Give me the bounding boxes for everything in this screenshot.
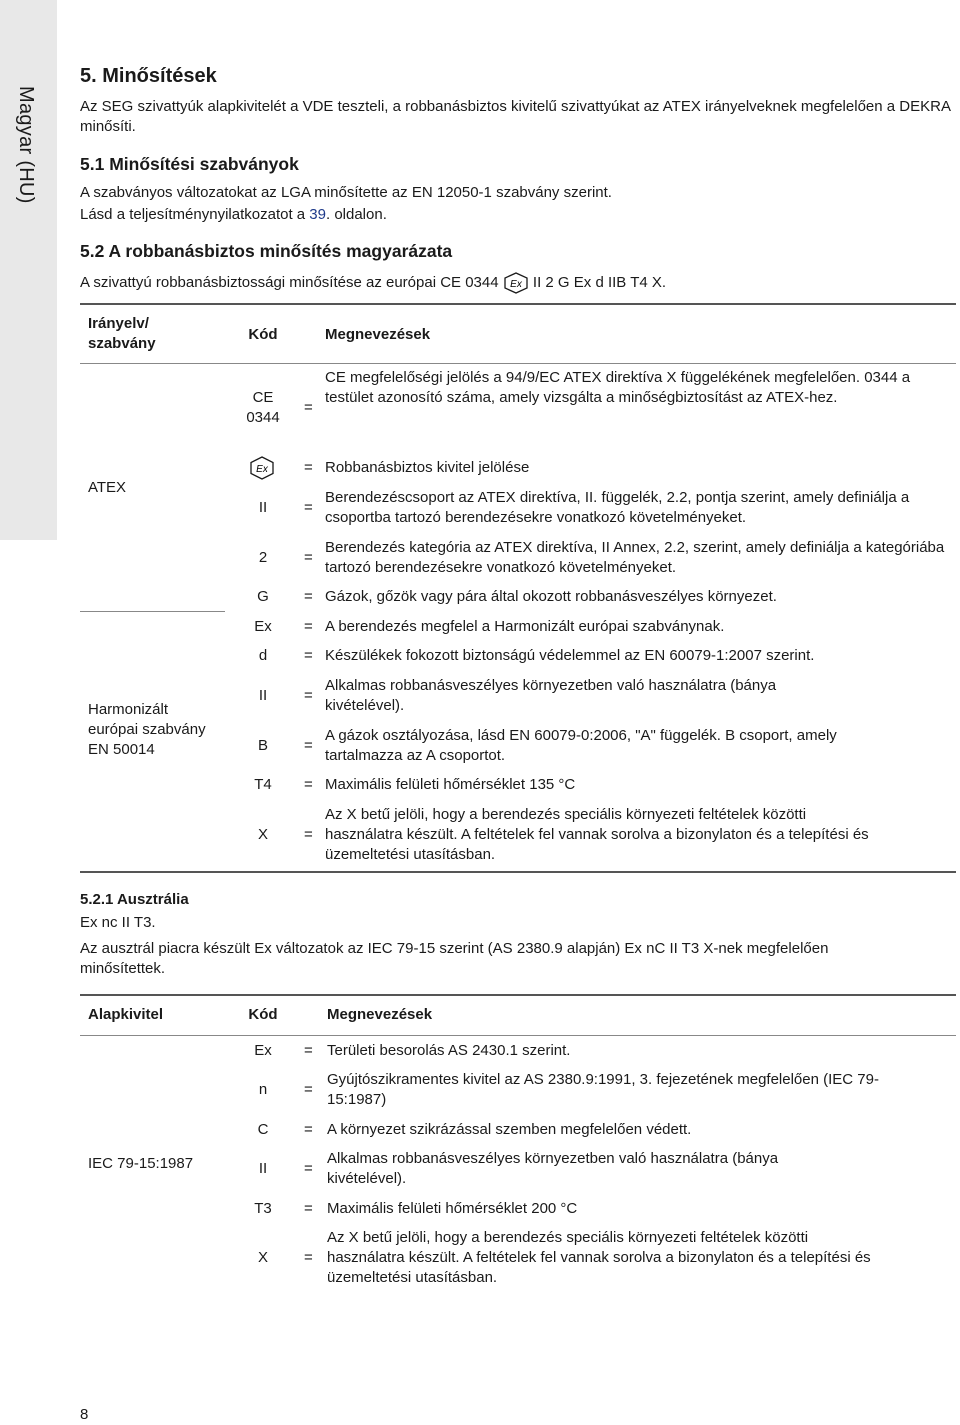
table1-row-code: II <box>258 499 268 516</box>
section-5-1-title: 5.1 Minősítési szabványok <box>80 154 299 174</box>
table2-row-desc: Gyújtószikramentes kivitel az AS 2380.9:1991, 3. fejezetének megfelelően (IEC 79-15:1987) <box>327 1071 879 1108</box>
section-5-title: 5. Minősítések <box>80 65 217 87</box>
table1-row-eq: = <box>304 549 313 566</box>
table1-row-code: X <box>257 826 268 843</box>
section-5-intro: Az SEG szivattyúk alapkivitelét a VDE teszteli, a robbanásbiztos kivitelű szivattyúkat az ATEX irányelveknek megfelelően a DEKRA minősíti. <box>80 98 951 135</box>
svg-text:Ex: Ex <box>256 464 268 475</box>
table2-row-eq: = <box>304 1042 313 1059</box>
table1-group-harmonized: Harmonizált európai szabvány EN 50014 <box>88 701 206 758</box>
table2-row-code: C <box>257 1121 269 1138</box>
table2-row-code: X <box>257 1249 268 1266</box>
ex-hexagon-icon <box>249 456 275 480</box>
table1-row-eq: = <box>304 776 313 793</box>
table1-row-eq: = <box>304 499 313 516</box>
ex-hexagon-icon <box>503 272 529 294</box>
language-side-tab <box>0 0 57 540</box>
table1-row-desc: Alkalmas robbanásveszélyes környezetben való használatra (bánya kivételével). <box>325 677 777 714</box>
table2-row-desc: Területi besorolás AS 2430.1 szerint. <box>327 1042 571 1059</box>
section-5-2-1-line1: Ex nc II T3. <box>80 914 156 931</box>
section-5-2-line-suffix: II 2 G Ex d IIB T4 X. <box>532 273 667 291</box>
table2-row-eq: = <box>304 1160 313 1177</box>
table1-row-code: II <box>258 687 268 704</box>
table1-row-eq: = <box>304 459 313 476</box>
table1-header-standard: Irányelv/ szabvány <box>88 315 156 352</box>
table2-header-desc: Megnevezések <box>327 1006 433 1023</box>
table2-group-iec: IEC 79-15:1987 <box>88 1155 194 1172</box>
table2-row-eq: = <box>304 1121 313 1138</box>
table1-row-eq: = <box>304 647 313 664</box>
table2-row-desc: Alkalmas robbanásveszélyes környezetben való használatra (bánya kivételével). <box>327 1150 779 1187</box>
table1-row-code: B <box>257 737 268 754</box>
table2-row-code: n <box>258 1081 268 1098</box>
table1-header-rule <box>80 363 956 364</box>
table1-row-eq: = <box>304 687 313 704</box>
table1-group-divider <box>80 611 225 612</box>
table1-row-eq: = <box>304 588 313 605</box>
table2-row-eq: = <box>304 1249 313 1266</box>
table1-row-desc: Maximális felületi hőmérséklet 135 °C <box>325 776 576 793</box>
page-reference-link[interactable]: 39 <box>309 206 326 223</box>
table1-row-desc: Készülékek fokozott biztonságú védelemmel az EN 60079-1:2007 szerint. <box>325 647 815 664</box>
table2-header-standard: Alapkivitel <box>88 1006 164 1023</box>
section-5-1-line2-prefix: Lásd a teljesítménynyilatkozatot a <box>80 206 310 223</box>
table1-bottom-rule <box>80 871 956 873</box>
table2-row-code: II <box>258 1160 268 1177</box>
table1-row-code: G <box>257 588 269 605</box>
language-tab-label: Magyar (HU) <box>15 86 37 204</box>
table1-row-eq: = <box>304 618 313 635</box>
table1-row-code: d <box>258 647 268 664</box>
table2-row-code: Ex <box>254 1042 272 1059</box>
section-5-2-1-line2: Az ausztrál piacra készült Ex változatok az IEC 79-15 szerint (AS 2380.9 alapján) Ex nC II T3 X-nek megfelelően minősítettek. <box>80 940 829 977</box>
table2-row-desc: Maximális felületi hőmérséklet 200 °C <box>327 1200 578 1217</box>
table1-row-code: Ex <box>254 618 272 635</box>
table2-top-rule <box>80 994 956 996</box>
table2-row-desc: A környezet szikrázással szemben megfelelően védett. <box>327 1121 692 1138</box>
table1-group-atex: ATEX <box>88 479 127 496</box>
table1-row-eq: = <box>304 826 313 843</box>
table1-row-eq: = <box>304 399 313 416</box>
table1-header-desc: Megnevezések <box>325 326 431 343</box>
table1-row-desc: Berendezés kategória az ATEX direktíva, II Annex, 2.2, szerint, amely definiálja a kategóriába tartozó berendezésekre vonatkozó követelményeket. <box>325 539 945 576</box>
table1-row-desc: A gázok osztályozása, lásd EN 60079-0:2006, "A" függelék. B csoport, amely tartalmazza az A csoportot. <box>325 727 837 764</box>
table1-row-code: 2 <box>258 549 268 566</box>
table1-row-desc: A berendezés megfelel a Harmonizált európai szabványnak. <box>325 618 725 635</box>
table1-row-desc: CE megfelelőségi jelölés a 94/9/EC ATEX direktíva X függelékének megfelelően. 0344 a testület azonosító száma, amely vizsgálta a minőségbiztosítást az ATEX-hez. <box>325 369 911 406</box>
section-5-2-line <box>80 272 666 294</box>
section-5-1-line2 <box>80 205 387 225</box>
table2-header-code: Kód <box>248 1006 278 1023</box>
table1-row-desc: Az X betű jelöli, hogy a berendezés speciális környezeti feltételek közötti használatra készült. A feltételek fel vannak sorolva a bizonylaton és a telepítési és üzemeltetési utasításban. <box>325 806 869 863</box>
table1-row-code: T4 <box>254 776 272 793</box>
table2-row-eq: = <box>304 1081 313 1098</box>
table2-row-eq: = <box>304 1200 313 1217</box>
table2-header-rule <box>80 1035 956 1036</box>
table1-top-rule <box>80 303 956 305</box>
page-number: 8 <box>80 1406 89 1423</box>
section-5-2-1-title: 5.2.1 Ausztrália <box>80 891 189 908</box>
table1-row-desc: Gázok, gőzök vagy pára által okozott robbanásveszélyes környezet. <box>325 588 777 605</box>
table1-row-code: CE 0344 <box>246 389 280 426</box>
section-5-2-line-prefix: A szivattyú robbanásbiztossági minősítése az európai CE 0344 <box>80 273 499 291</box>
table1-row-desc: Berendezéscsoport az ATEX direktíva, II. függelék, 2.2, pontja szerint, amely definiálja a csoportba tartozó berendezésekre vonatkozó követelményeket. <box>325 489 910 526</box>
section-5-1-line2-suffix: . oldalon. <box>325 206 387 223</box>
table2-row-desc: Az X betű jelöli, hogy a berendezés speciális környezeti feltételek közötti használatra készült. A feltételek fel vannak sorolva a bizonylaton és a telepítési és üzemeltetési utasításban. <box>327 1229 871 1286</box>
table1-header-code: Kód <box>248 326 278 343</box>
table2-row-code: T3 <box>254 1200 272 1217</box>
table1-row-desc: Robbanásbiztos kivitel jelölése <box>325 459 530 476</box>
table1-row-eq: = <box>304 737 313 754</box>
svg-text:Ex: Ex <box>509 279 522 290</box>
section-5-1-line1: A szabványos változatokat az LGA minősítette az EN 12050-1 szabvány szerint. <box>80 184 612 201</box>
section-5-2-title: 5.2 A robbanásbiztos minősítés magyarázata <box>80 241 453 261</box>
